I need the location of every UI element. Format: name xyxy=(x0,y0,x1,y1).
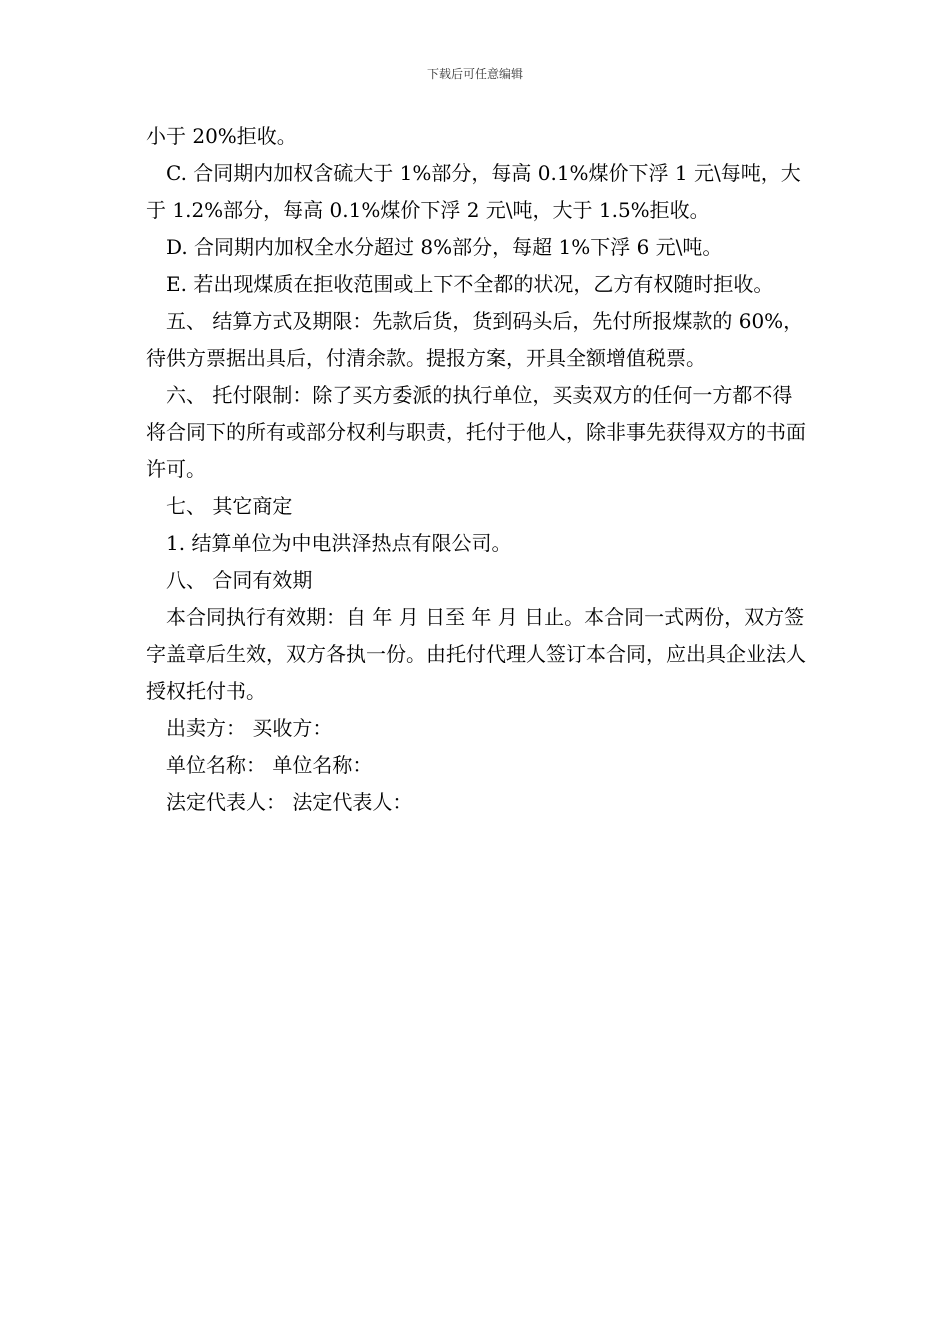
heading-validity: 八、 合同有效期 xyxy=(166,568,313,592)
paragraph-settlement-unit: 1. 结算单位为中电洪泽热点有限公司。 xyxy=(166,531,512,555)
paragraph-sulfur-tail: 小于 20%拒收。 xyxy=(146,124,297,148)
signature-parties: 出卖方： 买收方： xyxy=(166,716,333,740)
paragraph-clause-d: D. 合同期内加权全水分超过 8%部分，每超 1%下浮 6 元\吨。 xyxy=(166,235,723,259)
paragraph-validity: 本合同执行有效期：自 年 月 日至 年 月 日止。本合同一式两份，双方签字盖章后生效，双方各执一份。由托付代理人签订本合同，应出具企业法人授权托付书。 xyxy=(146,605,806,703)
paragraph-delegation: 六、 托付限制：除了买方委派的执行单位，买卖双方的任何一方都不得将合同下的所有或部分权利与职责，托付于他人，除非事先获得双方的书面许可。 xyxy=(146,383,806,481)
heading-other-terms: 七、 其它商定 xyxy=(166,494,293,518)
paragraph-settlement: 五、 结算方式及期限：先款后货，货到码头后，先付所报煤款的 60%，待供方票据出具后，付清余款。提报方案，开具全额增值税票。 xyxy=(146,309,804,370)
page-header: 下载后可任意编辑 xyxy=(426,67,523,81)
signature-legal-rep: 法定代表人： 法定代表人： xyxy=(166,790,413,814)
document-body xyxy=(146,118,811,821)
paragraph-clause-c: C. 合同期内加权含硫大于 1%部分，每高 0.1%煤价下浮 1 元\每吨，大于 1.2%部分，每高 0.1%煤价下浮 2 元\吨，大于 1.5%拒收。 xyxy=(146,161,801,222)
paragraph-clause-e: E. 若出现煤质在拒收范围或上下不全都的状况，乙方有权随时拒收。 xyxy=(166,272,774,296)
signature-unit-name: 单位名称： 单位名称： xyxy=(166,753,373,777)
